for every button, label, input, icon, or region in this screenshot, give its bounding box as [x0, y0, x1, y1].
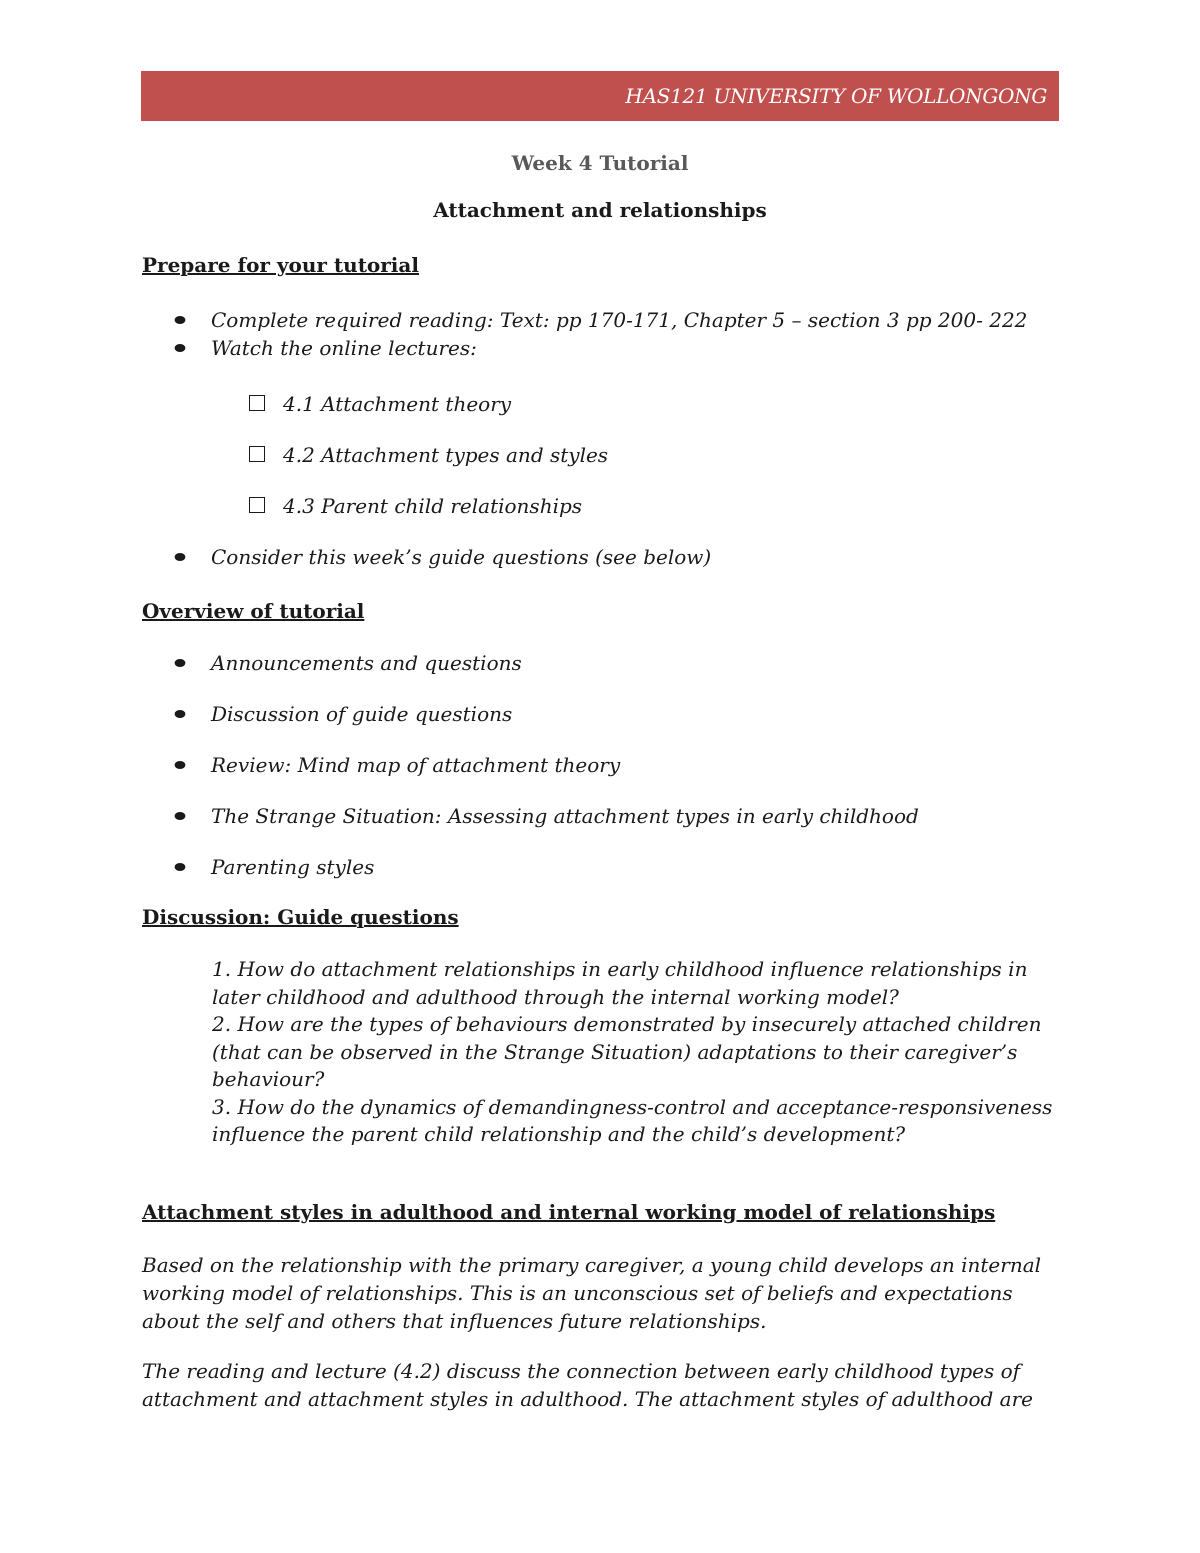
guide-question: 1. How do attachment relationships in early childhood influence relationships in later childhood and adulthood through the internal working model? [212, 957, 1028, 1009]
attachment-styles-paragraph: The reading and lecture (4.2) discuss the connection between early childhood types of attachment and attachment styles in adulthood. The attachment styles of adulthood are [142, 1359, 1033, 1411]
bullet-icon [175, 812, 186, 820]
lecture-label: 4.2 Attachment types and styles [283, 443, 609, 467]
prepare-item-text: Watch the online lectures: [211, 336, 477, 360]
guide-question: 3. How do the dynamics of demandingness-control and acceptance-responsiveness influence the parent child relationship and the child’s development? [212, 1094, 1053, 1146]
checkbox-icon[interactable] [249, 446, 265, 462]
overview-item-text: The Strange Situation: Assessing attachment types in early childhood [211, 804, 919, 828]
prepare-item-text: Consider this week’s guide questions (see below) [211, 545, 712, 569]
lecture-label: 4.1 Attachment theory [283, 392, 512, 416]
internal-working-model-paragraph: Based on the relationship with the primary caregiver, a young child develops an internal working model of relationships. This is an unconscious set of beliefs and expectations about the self and others that influences future relationships. [142, 1253, 1042, 1333]
header-text: HAS121 UNIVERSITY OF WOLLONGONG [625, 84, 1047, 108]
topic-title: Attachment and relationships [433, 198, 767, 222]
bullet-icon [175, 316, 186, 324]
week-title: Week 4 Tutorial [511, 151, 689, 175]
bullet-icon [175, 710, 186, 718]
bullet-icon [175, 863, 186, 871]
bullet-icon [175, 659, 186, 667]
overview-item-text: Review: Mind map of attachment theory [211, 753, 621, 777]
prepare-item-text: Complete required reading: Text: pp 170-171, Chapter 5 – section 3 pp 200- 222 [211, 308, 1028, 332]
discussion-heading: Discussion: Guide questions [142, 905, 459, 929]
overview-item-text: Parenting styles [211, 855, 375, 879]
lecture-label: 4.3 Parent child relationships [283, 494, 583, 518]
bullet-icon [175, 344, 186, 352]
bullet-icon [175, 761, 186, 769]
bullet-icon [175, 553, 186, 561]
checkbox-icon[interactable] [249, 497, 265, 513]
guide-questions [212, 956, 1072, 1149]
overview-item-text: Announcements and questions [211, 651, 522, 675]
guide-question: 2. How are the types of behaviours demonstrated by insecurely attached children (that can be observed in the Strange Situation) adaptations to their caregiver’s behaviour? [212, 1012, 1042, 1091]
prepare-heading: Prepare for your tutorial [142, 253, 419, 277]
overview-heading: Overview of tutorial [142, 599, 365, 623]
overview-item-text: Discussion of guide questions [211, 702, 513, 726]
attachment-styles-heading: Attachment styles in adulthood and internal working model of relationships [142, 1200, 996, 1224]
document-header-bar [141, 71, 1059, 121]
checkbox-icon[interactable] [249, 395, 265, 411]
